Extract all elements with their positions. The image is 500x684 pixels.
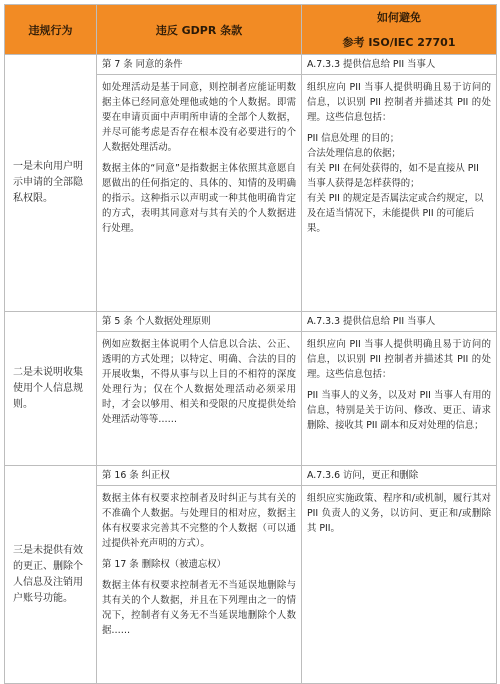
table-row [5, 466, 497, 684]
gdpr-article-title: 第 16 条 纠正权 [97, 468, 301, 486]
gdpr-paragraph: 例如应数据主体说明个人信息以合法、公正、透明的方式处理；以特定、明确、合法的目的开展收集，不得从事与以上目的不相符的深度处理行为；仅在个人数据处理活动必须采用时，才会以够用、相关和受限的尺度提供处给处理活动等等…… [102, 339, 296, 425]
header-iso-reference: 参考 ISO/IEC 27701 [342, 36, 456, 49]
iso-control-title: A.7.3.3 提供信息给 PII 当事人 [302, 57, 496, 75]
gdpr-paragraph: 如处理活动是基于同意，则控制者应能证明数据主体已经同意处理他或她的个人数据。即需要在申请页面中声明所申请的全部个人数据，并尽可能考虑是否存在根本没有必要进行的个人数据处理活动。 [102, 82, 296, 153]
iso-cell [302, 466, 497, 684]
iso-paragraph: PII 当事人的义务，以及对 PII 当事人有用的信息，特别是关于访问、修改、更正、请求删除、接收其 PII 副本和反对处理的信息； [307, 390, 491, 431]
gdpr-comparison-document [4, 4, 496, 665]
violation-cell: 三是未提供有效的更正、删除个人信息及注销用户账号功能。 [5, 466, 97, 684]
comparison-table [4, 4, 497, 684]
gdpr-article-subtitle: 第 17 条 删除权（被遗忘权） [102, 559, 226, 570]
header-gdpr-article: 违反 GDPR 条款 [97, 5, 302, 55]
gdpr-paragraph: 数据主体有权要求控制者无不当延误地删除与其有关的个人数据，并且在下列理由之一的情况下，控制者有义务无不当延误地删除个人数据…… [102, 580, 296, 636]
gdpr-article-title: 第 5 条 个人数据处理原则 [97, 314, 301, 332]
table-row [5, 312, 497, 466]
header-row [5, 5, 497, 55]
iso-paragraph: PII 信息处理 的目的； 合法处理信息的依据； 有关 PII 在何处获得的，如不是直接从 PII 当事人获得是怎样获得的； 有关 PII 的规定是否属法定或合约规定，以及在适当情况下，未能提供 PII 的可能后果。 [307, 133, 484, 234]
iso-cell [302, 312, 497, 466]
iso-cell [302, 55, 497, 312]
gdpr-cell [97, 312, 302, 466]
violation-cell: 二是未说明收集使用个人信息规则。 [5, 312, 97, 466]
table-row [5, 55, 497, 312]
header-how-to-avoid-title: 如何避免 [377, 11, 421, 24]
header-violation: 违规行为 [5, 5, 97, 55]
gdpr-article-title: 第 7 条 同意的条件 [97, 57, 301, 75]
iso-paragraph: 组织应向 PII 当事人提供明确且易于访问的信息，以识别 PII 控制者并描述其 PII 的处理。这些信息包括： [307, 82, 491, 123]
iso-paragraph: 组织应向 PII 当事人提供明确且易于访问的信息，以识别 PII 控制者并描述其 PII 的处理。这些信息包括： [307, 339, 491, 380]
iso-paragraph: 组织应实施政策、程序和/或机制，履行其对 PII 负责人的义务，以访问、更正和/或删除其 PII。 [307, 493, 491, 534]
gdpr-paragraph: 数据主体有权要求控制者及时纠正与其有关的不准确个人数据。与处理目的相对应，数据主体有权要求完善其不完整的个人数据（可以通过提供补充声明的方式）。 [102, 493, 296, 549]
violation-cell: 一是未向用户明示申请的全部隐私权限。 [5, 55, 97, 312]
gdpr-cell [97, 55, 302, 312]
header-how-to-avoid [302, 5, 497, 55]
iso-control-title: A.7.3.3 提供信息给 PII 当事人 [302, 314, 496, 332]
iso-control-title: A.7.3.6 访问，更正和删除 [302, 468, 496, 486]
gdpr-cell [97, 466, 302, 684]
gdpr-paragraph: 数据主体的“同意”是指数据主体依照其意愿自愿做出的任何指定的、具体的、知情的及明确的指示。这种指示以声明或一种其他明确肯定的方式，表明其同意对与其有关的个人数据进行处理。 [102, 163, 296, 234]
